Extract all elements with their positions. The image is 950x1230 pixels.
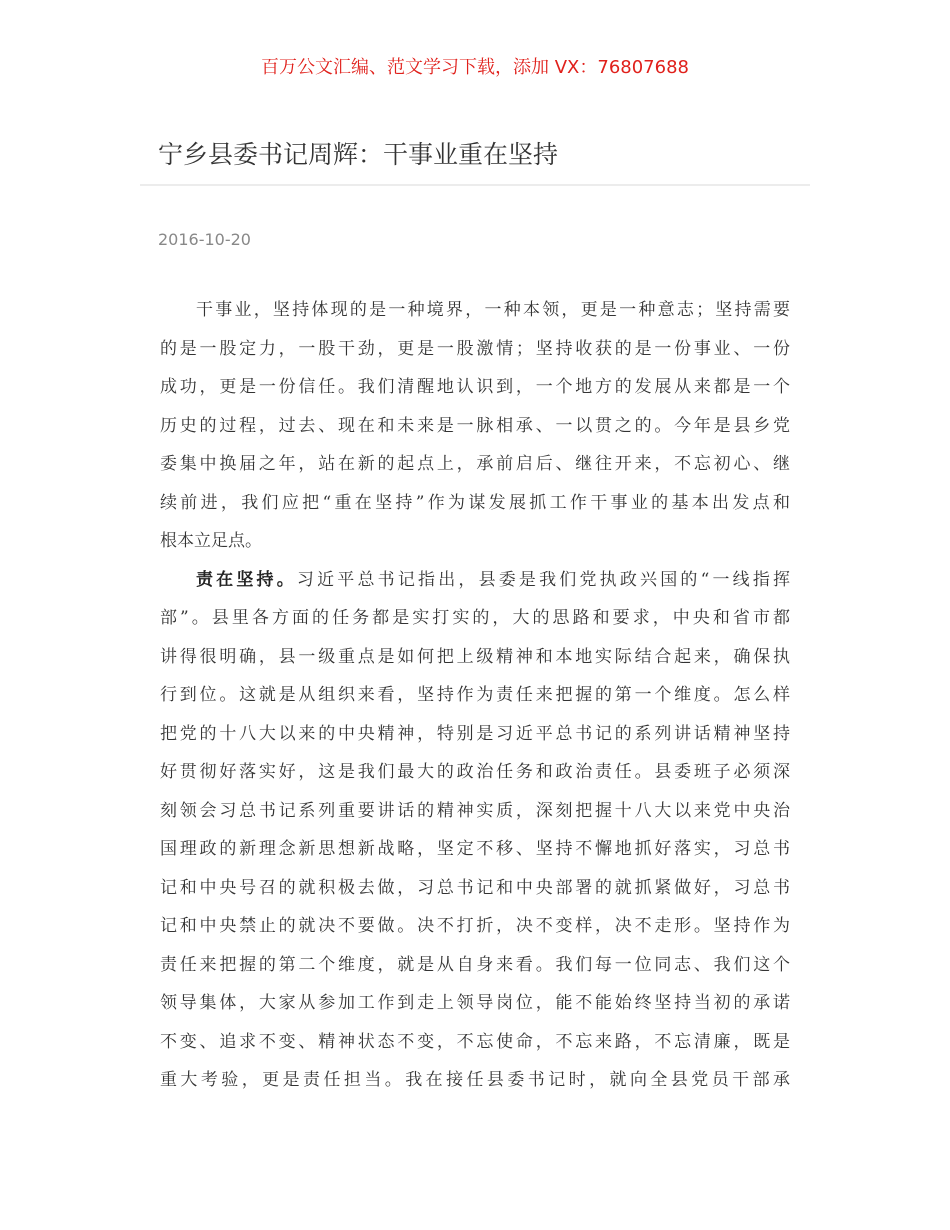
paragraph-2 <box>160 561 790 1100</box>
paragraph-lead: 责在坚持。 <box>196 569 297 590</box>
text-line: 不变、追求不变、精神状态不变，不忘使命，不忘来路，不忘清廉，既是 <box>160 1031 790 1052</box>
text-line: 好贯彻好落实好，这是我们最大的政治任务和政治责任。县委班子必须深 <box>160 762 790 782</box>
article-date: 2016-10-20 <box>158 230 251 249</box>
text-line: 记和中央号召的就积极去做，习总书记和中央部署的就抓紧做好，习总书 <box>160 877 790 898</box>
text-line: 领导集体，大家从参加工作到走上领导岗位，能不能始终坚持当初的承诺 <box>160 993 790 1013</box>
text-line: 续前进，我们应把“重在坚持”作为谋发展抓工作干事业的基本出发点和 <box>160 492 790 513</box>
text-line: 刻领会习总书记系列重要讲话的精神实质，深刻把握十八大以来党中央治 <box>160 800 790 821</box>
text-line: 委集中换届之年，站在新的起点上，承前启后、继往开来，不忘初心、继 <box>160 454 790 474</box>
text-line: 的是一股定力，一股干劲，更是一股激情；坚持收获的是一份事业、一份 <box>160 338 790 359</box>
article-body <box>160 291 790 1100</box>
text-run: 习近平总书记指出，县委是我们党执政兴国的“一线指挥 <box>296 569 790 590</box>
text-line: 历史的过程，过去、现在和未来是一脉相承、一以贯之的。今年是县乡党 <box>160 415 790 436</box>
text-line: 责任来把握的第二个维度，就是从自身来看。我们每一位同志、我们这个 <box>160 954 790 975</box>
text-line: 成功，更是一份信任。我们清醒地认识到，一个地方的发展从来都是一个 <box>160 377 790 397</box>
text-line: 把党的十八大以来的中央精神，特别是习近平总书记的系列讲话精神坚持 <box>160 723 790 744</box>
text-line <box>160 561 790 600</box>
title-divider <box>140 184 810 186</box>
text-line: 干事业，坚持体现的是一种境界，一种本领，更是一种意志；坚持需要 <box>196 300 790 320</box>
text-line: 部”。县里各方面的任务都是实打实的，大的思路和要求，中央和省市都 <box>160 608 790 628</box>
text-line: 行到位。这就是从组织来看，坚持作为责任来把握的第一个维度。怎么样 <box>160 685 790 705</box>
text-line: 重大考验，更是责任担当。我在接任县委书记时，就向全县党员干部承 <box>160 1070 790 1090</box>
watermark-banner: 百万公文汇编、范文学习下载，添加 VX：76807688 <box>261 57 689 78</box>
article-title: 宁乡县委书记周辉：干事业重在坚持 <box>158 140 559 169</box>
text-line: 讲得很明确，县一级重点是如何把上级精神和本地实际结合起来，确保执 <box>160 646 790 667</box>
text-line: 记和中央禁止的就决不要做。决不打折，决不变样，决不走形。坚持作为 <box>160 916 790 936</box>
text-line: 国理政的新理念新思想新战略，坚定不移、坚持不懈地抓好落实，习总书 <box>160 839 790 859</box>
paragraph-1 <box>160 291 790 561</box>
text-line: 根本立足点。 <box>160 531 262 551</box>
